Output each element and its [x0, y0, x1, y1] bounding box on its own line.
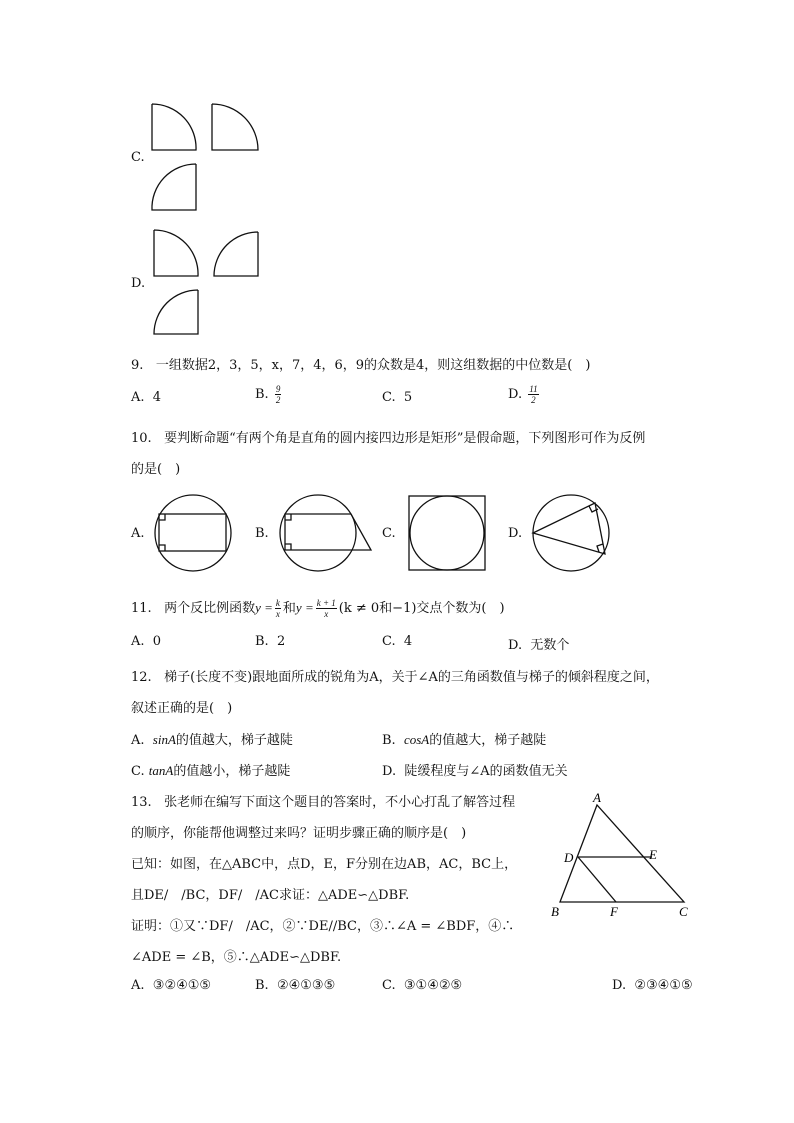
- q10-stem-text: 要判断命题“有两个角是直角的圆内接四边形是矩形”是假命题，下列图形可作为反例: [164, 431, 646, 446]
- q11-y2: y =: [295, 600, 314, 615]
- q13-option-c[interactable]: [382, 978, 462, 993]
- option-label: A.: [131, 390, 145, 405]
- q10-stem-line2: 的是( ): [131, 462, 181, 477]
- q13-triangle-figure: [548, 788, 698, 923]
- q13-known-line2: 且DE/ /BC，DF/ /AC求证：△ADE∽△DBF.: [131, 888, 410, 903]
- q12-number: 12.: [131, 670, 152, 685]
- q8-option-d-label: D.: [131, 276, 146, 291]
- q13-option-b[interactable]: [255, 978, 335, 993]
- q9-option-a[interactable]: [131, 390, 161, 405]
- q10-option-d-label[interactable]: D.: [508, 526, 523, 541]
- q10-option-a-figure: [152, 494, 236, 574]
- q11-number: 11.: [131, 601, 152, 616]
- option-label: B.: [255, 634, 269, 649]
- q9-option-d[interactable]: [508, 384, 541, 405]
- q11-option-b[interactable]: [255, 634, 285, 649]
- option-label: A.: [131, 733, 145, 748]
- option-fn: tanA: [148, 763, 174, 778]
- q10-stem-line1: [131, 427, 645, 446]
- q11-y1: y =: [255, 600, 273, 615]
- q12-stem-text: 梯子(长度不变)跟地面所成的锐角为A，关于∠A的三角函数值与梯子的倾斜程度之间，: [164, 670, 659, 685]
- option-value: 4: [403, 634, 413, 649]
- option-value: ②④①③⑤: [276, 978, 336, 993]
- fraction: $\frac{k + 1}{x}$: [316, 598, 336, 619]
- q12-stem-line1: [131, 666, 659, 685]
- q11-option-a[interactable]: [131, 634, 161, 649]
- vertex-label-d: D: [564, 850, 574, 865]
- option-label: C.: [382, 978, 396, 993]
- q12-option-b[interactable]: [382, 729, 546, 748]
- option-text: 的值越小，梯子越陡: [173, 764, 291, 779]
- option-label: B.: [255, 387, 269, 402]
- q13-stem-line1: [131, 791, 515, 810]
- option-fn: cosA: [403, 732, 430, 747]
- fraction: $\frac{11}{2}$: [529, 384, 538, 405]
- option-value: ②③④①⑤: [634, 978, 693, 993]
- option-text: 的值越大，梯子越陡: [429, 733, 547, 748]
- fraction: $\frac{k}{x}$: [275, 598, 280, 619]
- q8-option-c-label: C.: [131, 150, 145, 165]
- q9-option-b[interactable]: [255, 384, 283, 405]
- fraction: $\frac{9}{2}$: [275, 384, 281, 405]
- option-label: D.: [508, 387, 523, 402]
- option-value: ③②④①⑤: [152, 978, 212, 993]
- q11-stem-b: 交点个数为( ): [416, 601, 505, 616]
- q13-stem-line2: 的顺序，你能帮他调整过来吗？证明步骤正确的顺序是( ): [131, 826, 467, 841]
- q13-number: 13.: [131, 795, 152, 810]
- q13-option-d[interactable]: [612, 978, 693, 993]
- vertex-label-a: A: [593, 790, 601, 805]
- q12-option-d[interactable]: [382, 760, 568, 779]
- q8-option-d-figure: [150, 228, 262, 340]
- q11-and: 和: [282, 601, 296, 616]
- option-label: C.: [382, 390, 396, 405]
- option-label: A.: [131, 634, 145, 649]
- q11-stem: [131, 597, 505, 619]
- option-value: 4: [152, 390, 162, 405]
- q10-option-c-figure: [407, 494, 489, 572]
- q8-option-c-figure: [150, 102, 262, 214]
- option-label: D.: [508, 638, 523, 653]
- option-text: 陡缓程度与∠A的函数值无关: [404, 764, 568, 779]
- option-label: B.: [382, 733, 396, 748]
- q12-option-a[interactable]: [131, 729, 293, 748]
- q13-proof-line2: ∠ADE = ∠B，⑤∴△ADE∽△DBF.: [131, 950, 342, 965]
- q10-option-c-label[interactable]: C.: [382, 526, 396, 541]
- q9-number: 9.: [131, 358, 144, 373]
- q9-option-c[interactable]: [382, 390, 412, 405]
- option-label: C.: [131, 764, 145, 779]
- vertex-label-b: B: [551, 904, 559, 919]
- option-value: ③①④②⑤: [403, 978, 463, 993]
- q9-stem-text: 一组数据2，3，5，x，7，4，6，9的众数是4，则这组数据的中位数是( ): [155, 358, 591, 373]
- option-label: D.: [382, 764, 397, 779]
- q11-option-c[interactable]: [382, 634, 412, 649]
- q13-proof-line1: 证明：①又∵DF/ /AC，②∵DE//BC，③∴∠A = ∠BDF，④∴: [131, 919, 515, 934]
- vertex-label-e: E: [649, 847, 657, 862]
- option-label: A.: [131, 978, 145, 993]
- option-value: 5: [403, 390, 413, 405]
- q10-option-a-label[interactable]: A.: [131, 526, 145, 541]
- q13-known-line1: 已知：如图，在△ABC中，点D，E，F分别在边AB，AC，BC上，: [131, 857, 518, 872]
- q11-option-d[interactable]: [508, 634, 569, 653]
- q13-option-a[interactable]: [131, 978, 211, 993]
- option-text: 的值越大，梯子越陡: [175, 733, 293, 748]
- q12-option-c[interactable]: [131, 760, 290, 779]
- q10-option-b-label[interactable]: B.: [255, 526, 269, 541]
- q9-stem: [131, 354, 590, 373]
- q10-option-b-figure: [279, 494, 375, 574]
- q13-stem-text: 张老师在编写下面这个题目的答案时，不小心打乱了解答过程: [164, 795, 516, 810]
- option-fn: sinA: [152, 732, 176, 747]
- option-value: 无数个: [530, 638, 570, 653]
- option-value: 0: [152, 634, 162, 649]
- option-label: D.: [612, 978, 627, 993]
- q10-option-d-figure: [532, 494, 612, 574]
- q12-stem-line2: 叙述正确的是( ): [131, 701, 233, 716]
- option-value: 2: [276, 634, 286, 649]
- option-label: C.: [382, 634, 396, 649]
- option-label: B.: [255, 978, 269, 993]
- vertex-label-f: F: [610, 904, 618, 919]
- q10-number: 10.: [131, 431, 152, 446]
- vertex-label-c: C: [679, 904, 688, 919]
- q11-stem-a: 两个反比例函数: [164, 601, 256, 616]
- q11-condition: (k ≠ 0和−1): [338, 601, 417, 616]
